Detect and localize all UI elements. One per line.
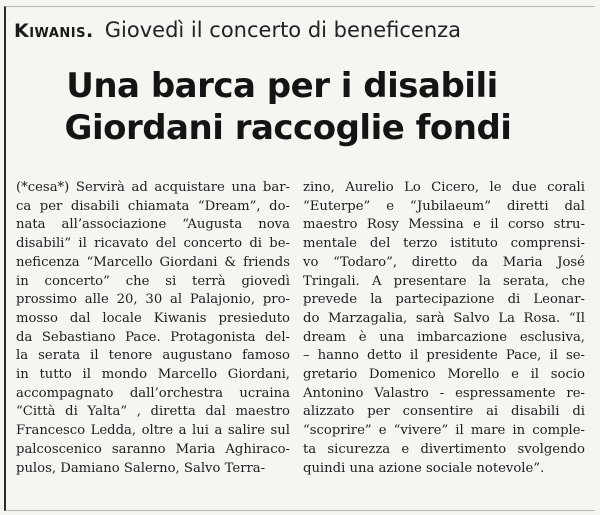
article-line: da Sebastiano Pace. Protagonista del- (16, 329, 290, 345)
article-line: dream è una imbarcazione esclusiva, (303, 329, 585, 345)
article-line: quindi una azione sociale notevole”. (303, 460, 545, 476)
headline-line-2: Giordani raccoglie fondi (64, 108, 512, 148)
article-line: Antonino Valastro - espressamente re- (303, 385, 585, 401)
article-column-right (303, 179, 585, 478)
article-line: mosso dal locale Kiwanis presieduto (16, 310, 290, 326)
article-line: – hanno detto il presidente Pace, il se- (303, 348, 585, 364)
article-line: prossimo alle 20, 30 al Palajonio, pro- (16, 292, 290, 308)
article-line: maestro Rosy Messina e il corso stru- (303, 217, 585, 233)
article-line: ca per disabili chiamata “Dream”, do- (16, 198, 290, 214)
article-line: ta sicurezza e divertimento svolgendo (303, 441, 585, 457)
kicker-tag: Kiwanis. (14, 20, 94, 42)
article-column-left (16, 179, 290, 478)
article-line: do Marzagalia, sarà Salvo La Rosa. “Il (303, 310, 585, 326)
article-line: Tringali. A presentare la serata, che (303, 273, 585, 289)
article-line: “Euterpe” e “Jubilaeum” diretti dal (303, 198, 585, 214)
article-line: gretario Domenico Morello e il socio (303, 367, 585, 383)
article-line: zino, Aurelio Lo Cicero, le due corali (303, 180, 585, 195)
article-line: disabili” il ricavato del concerto di be- (16, 236, 290, 252)
article-line: (*cesa*) Servirà ad acquistare una bar- (16, 180, 290, 195)
article-line: nata all’associazione “Augusta nova (16, 217, 290, 233)
article-line: prevede la partecipazione di Leonar- (303, 292, 585, 308)
article-line: alizzato per consentire ai disabili di (303, 404, 585, 420)
article-line: pulos, Damiano Salerno, Salvo Terra- (16, 460, 266, 476)
article-line: mentale del terzo istituto comprensi- (303, 236, 585, 252)
headline-line-1: Una barca per i disabili (66, 66, 498, 106)
article-line: palcoscenico saranno Maria Aghiraco- (16, 441, 290, 457)
kicker-text: Giovedì il concerto di beneficenza (104, 18, 462, 42)
article-line: “Città di Yalta” , diretta dal maestro (16, 404, 290, 420)
article-line: accompagnato dall’orchestra ucraina (16, 385, 290, 401)
article-line: la serata il tenore augustano famoso (16, 348, 290, 364)
article-line: Francesco Ledda, oltre a lui a salire sul (16, 423, 290, 439)
article-line: in concerto” che si terrà giovedì (16, 273, 290, 289)
kicker-line (14, 18, 461, 42)
article-line: vo “Todaro”, diretto da Maria José (303, 254, 585, 270)
article-line: neficenza “Marcello Giordani & friends (16, 254, 290, 270)
article-line: in tutto il mondo Marcello Giordani, (16, 367, 290, 383)
article-line: “scoprire” e “vivere” il mare in comple- (303, 423, 585, 439)
